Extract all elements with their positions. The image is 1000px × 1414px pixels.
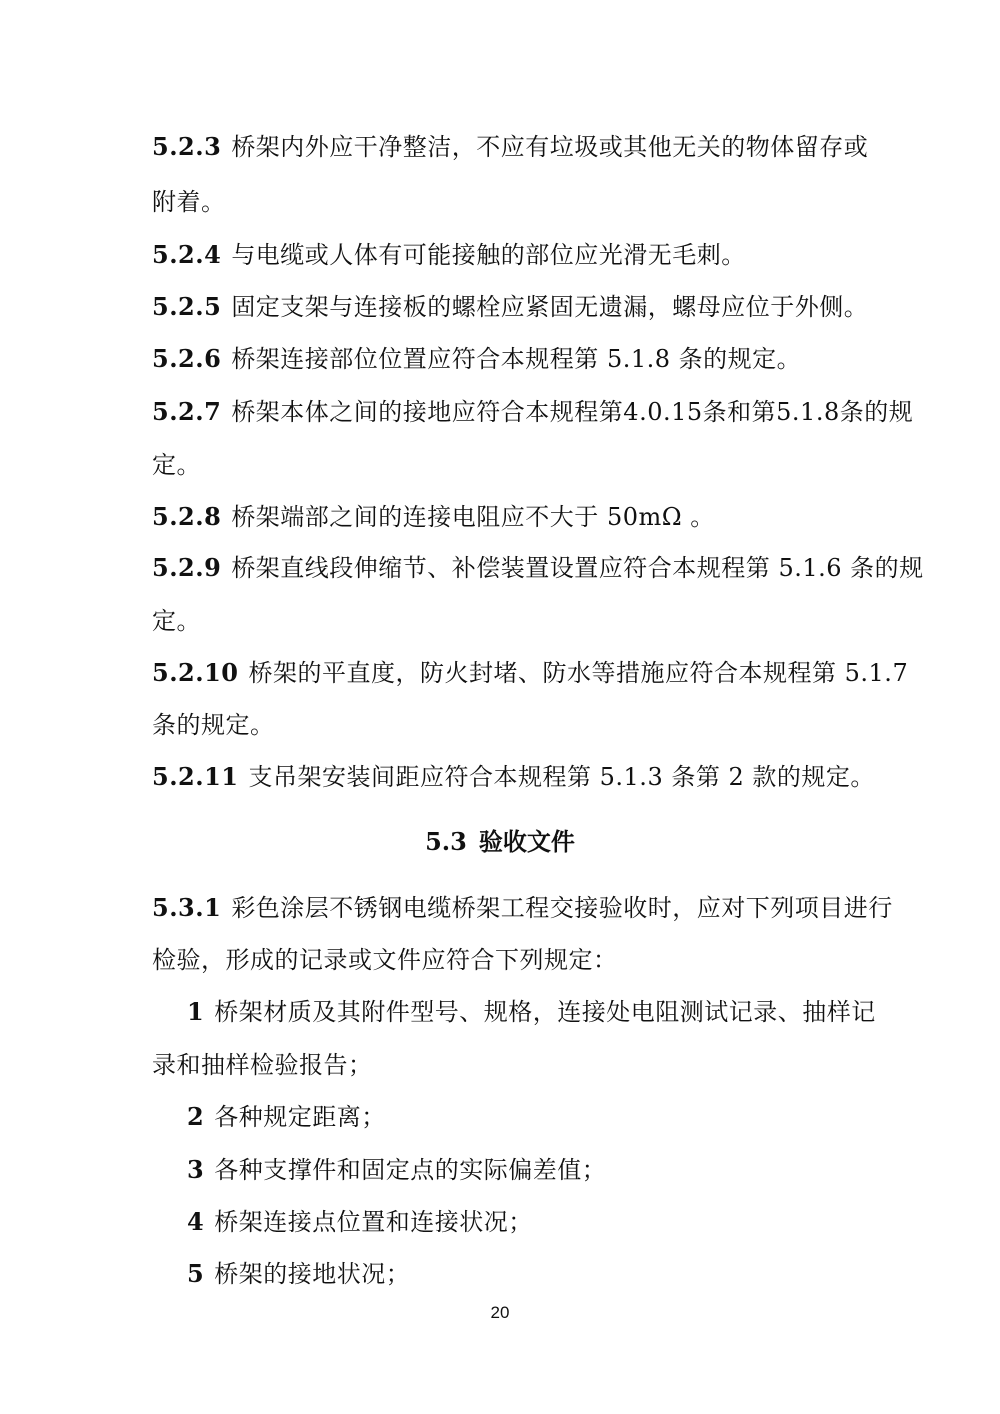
clause-number: 5.3.1 [152, 893, 222, 922]
clause-number: 5.2.10 [152, 658, 239, 687]
clause-text: 支吊架安装间距应符合本规程第 5.1.3 条第 2 款的规定。 [248, 763, 875, 791]
clause-number: 5.2.9 [152, 553, 222, 582]
clause-text: 桥架端部之间的连接电阻应不大于 50mΩ 。 [231, 503, 715, 531]
item-number: 3 [187, 1155, 205, 1184]
list-item-1 [187, 997, 907, 1027]
clause-text: 桥架直线段伸缩节、补偿装置设置应符合本规程第 5.1.6 条的规 [231, 554, 924, 582]
list-item-3 [187, 1155, 907, 1185]
clause-number: 5.2.6 [152, 344, 222, 373]
clause-5-2-7-continuation [152, 450, 872, 480]
item-number: 2 [187, 1102, 205, 1131]
clause-number: 5.2.4 [152, 240, 222, 269]
clause-5-2-6 [152, 344, 872, 374]
clause-number: 5.2.3 [152, 132, 222, 161]
clause-5-2-4 [152, 240, 872, 270]
list-item-2 [187, 1102, 907, 1132]
clause-5-3-1 [152, 893, 893, 923]
list-item-1-continuation [152, 1050, 872, 1080]
item-text: 录和抽样检验报告； [152, 1051, 373, 1079]
clause-number: 5.2.11 [152, 762, 239, 791]
clause-5-2-9 [152, 553, 924, 583]
item-number: 1 [187, 997, 205, 1026]
clause-5-2-10-continuation [152, 710, 872, 740]
clause-text: 桥架本体之间的接地应符合本规程第4.0.15条和第5.1.8条的规 [231, 398, 914, 426]
item-number: 5 [187, 1259, 205, 1288]
item-number: 4 [187, 1207, 205, 1236]
clause-5-3-1-continuation [152, 945, 872, 975]
list-item-4 [187, 1207, 907, 1237]
clause-number: 5.2.5 [152, 292, 222, 321]
clause-5-2-11 [152, 762, 875, 792]
item-text: 桥架连接点位置和连接状况； [214, 1208, 533, 1236]
clause-5-2-9-continuation [152, 606, 872, 636]
clause-text: 桥架的平直度，防火封堵、防水等措施应符合本规程第 5.1.7 [248, 659, 909, 687]
clause-text: 彩色涂层不锈钢电缆桥架工程交接验收时，应对下列项目进行 [231, 894, 893, 922]
clause-text: 附着。 [152, 188, 226, 216]
clause-5-2-7 [152, 397, 914, 427]
list-item-5 [187, 1259, 907, 1289]
clause-text: 定。 [152, 607, 201, 635]
clause-text: 条的规定。 [152, 711, 275, 739]
item-text: 各种支撑件和固定点的实际偏差值； [214, 1156, 607, 1184]
section-title: 验收文件 [478, 827, 575, 856]
clause-5-2-3 [152, 132, 872, 162]
clause-text: 固定支架与连接板的螺栓应紧固无遗漏，螺母应位于外侧。 [231, 293, 869, 321]
clause-5-2-10 [152, 658, 909, 688]
clause-text: 定。 [152, 451, 201, 479]
clause-text: 桥架连接部位位置应符合本规程第 5.1.8 条的规定。 [231, 345, 802, 373]
clause-text: 检验，形成的记录或文件应符合下列规定： [152, 946, 618, 974]
clause-text: 与电缆或人体有可能接触的部位应光滑无毛刺。 [231, 241, 746, 269]
section-number: 5.3 [425, 827, 467, 856]
clause-5-2-8 [152, 502, 872, 532]
clause-number: 5.2.8 [152, 502, 222, 531]
page-number: 20 [490, 1303, 510, 1322]
section-heading [0, 827, 1000, 857]
item-text: 各种规定距离； [214, 1103, 386, 1131]
item-text: 桥架的接地状况； [214, 1260, 411, 1288]
clause-text: 桥架内外应干净整洁，不应有垃圾或其他无关的物体留存或 [231, 133, 869, 161]
clause-5-2-3-continuation [152, 187, 872, 217]
clause-5-2-5 [152, 292, 872, 322]
item-text: 桥架材质及其附件型号、规格，连接处电阻测试记录、抽样记 [214, 998, 876, 1026]
clause-number: 5.2.7 [152, 397, 222, 426]
